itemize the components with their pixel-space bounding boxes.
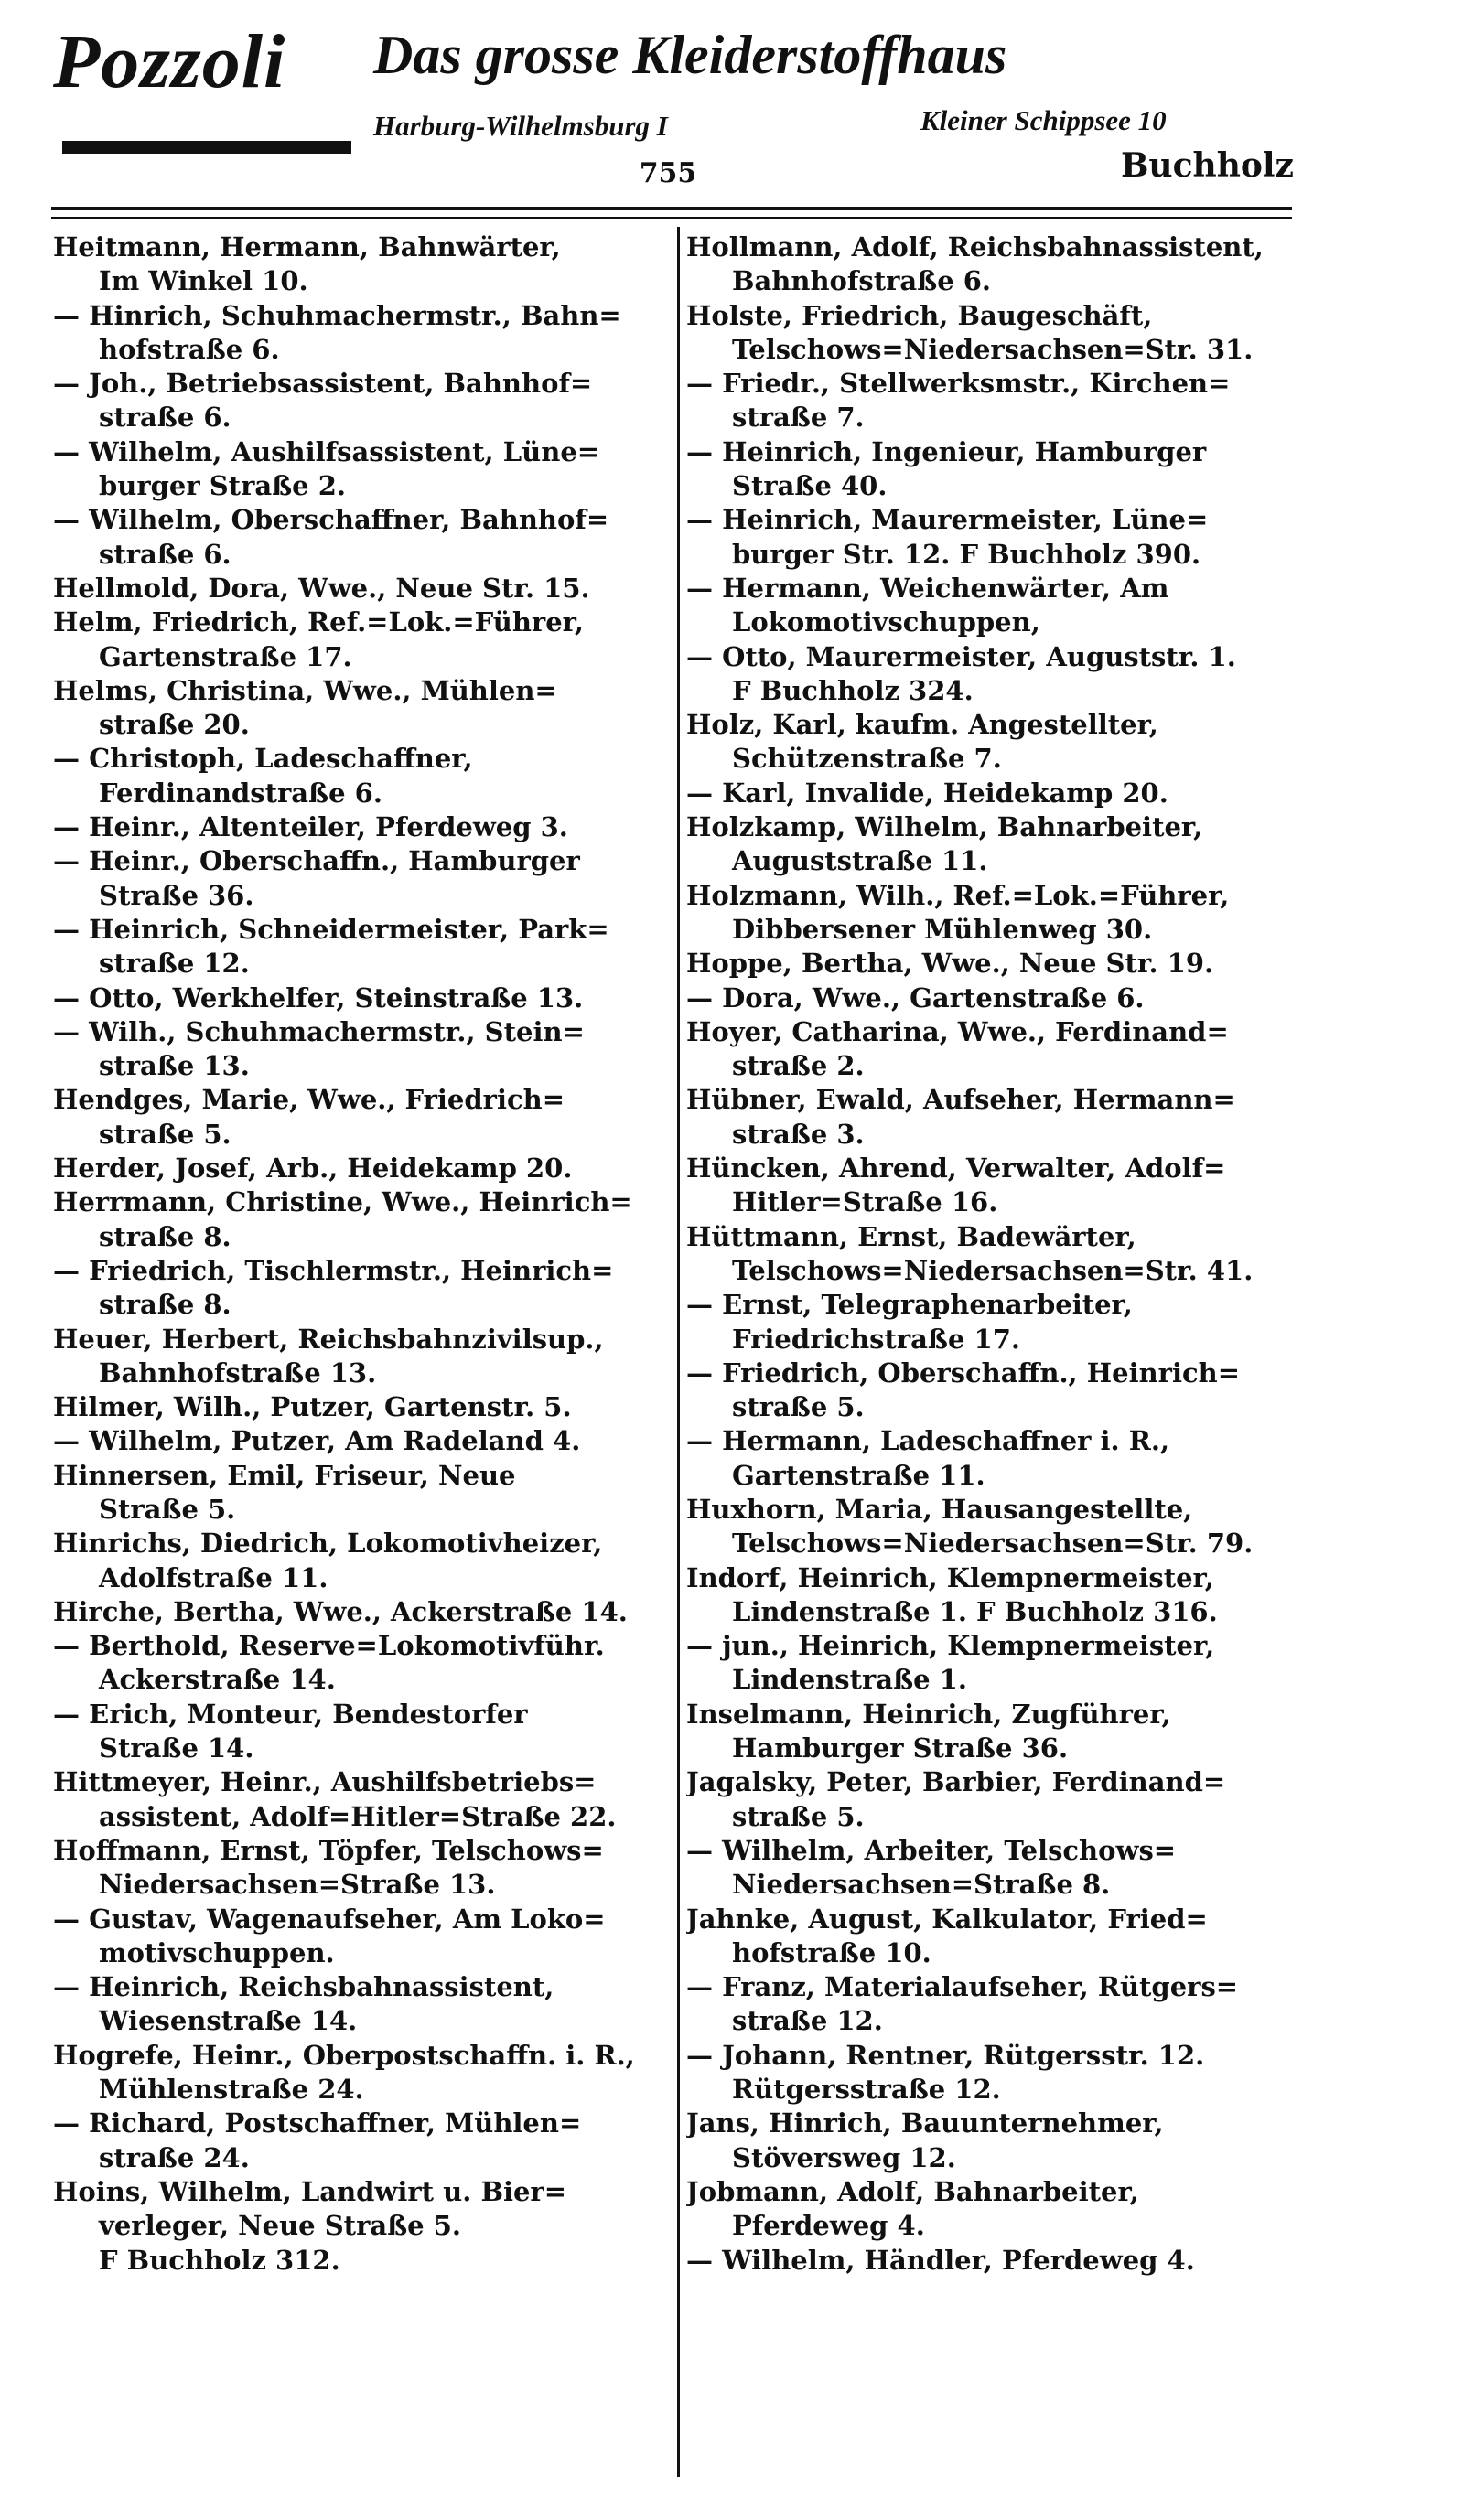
entry-name-line: Herder, Josef, Arb., Heidekamp 20.: [53, 1153, 573, 1185]
running-head-place: Buchholz: [1121, 146, 1294, 185]
entry-name-line: Hüttmann, Ernst, Badewärter,: [686, 1220, 1136, 1252]
directory-entry: [53, 1254, 657, 1323]
directory-entry: [686, 1015, 1290, 1084]
directory-entry: [53, 674, 657, 743]
directory-entry: [686, 810, 1290, 879]
directory-entry: [53, 1834, 657, 1903]
directory-entry: [686, 1903, 1290, 1971]
entry-name-line: — Heinr., Oberschaffn., Hamburger: [53, 845, 580, 877]
entry-name-line: — Richard, Postschaffner, Mühlen=: [53, 2107, 582, 2139]
directory-entry: [686, 640, 1290, 709]
advertisement-banner: [53, 19, 1297, 161]
entry-continuation-line: straße 3.: [732, 1118, 865, 1150]
entry-name-line: — Franz, Materialaufseher, Rütgers=: [686, 1971, 1239, 2003]
entry-name-line: Hollmann, Adolf, Reichsbahnassistent,: [686, 231, 1264, 263]
directory-entry: [686, 1629, 1290, 1698]
directory-entry: [53, 2039, 657, 2107]
entry-continuation-line: Gartenstraße 17.: [99, 640, 352, 672]
entry-name-line: — Wilhelm, Oberschaffner, Bahnhof=: [53, 504, 609, 536]
entry-continuation-line: straße 5.: [99, 1118, 231, 1150]
entry-name-line: Holzmann, Wilh., Ref.=Lok.=Führer,: [686, 879, 1230, 911]
entry-name-line: Hellmold, Dora, Wwe., Neue Str. 15.: [53, 572, 590, 604]
entry-continuation-line: motivschuppen.: [99, 1936, 335, 1968]
entry-name-line: — Dora, Wwe., Gartenstraße 6.: [686, 981, 1145, 1013]
entry-name-line: Heuer, Herbert, Reichsbahnzivilsup.,: [53, 1323, 604, 1355]
directory-entry: [686, 2175, 1290, 2244]
directory-entry: [686, 2039, 1290, 2107]
entry-name-line: Jahnke, August, Kalkulator, Fried=: [686, 1903, 1208, 1935]
entry-name-line: — Heinrich, Maurermeister, Lüne=: [686, 504, 1209, 536]
directory-entry: [686, 1698, 1290, 1766]
entry-name-line: — Berthold, Reserve=Lokomotivführ.: [53, 1630, 605, 1662]
brand-underline: [62, 141, 351, 154]
directory-entry: [53, 810, 657, 844]
entry-name-line: Heitmann, Hermann, Bahnwärter,: [53, 231, 561, 263]
entry-name-line: Hoppe, Bertha, Wwe., Neue Str. 19.: [686, 948, 1214, 980]
entry-continuation-line: straße 12.: [99, 948, 250, 980]
directory-entry: [53, 981, 657, 1015]
directory-entry: [686, 231, 1290, 299]
directory-entry: [686, 1493, 1290, 1561]
directory-entry: [686, 947, 1290, 981]
directory-entry: [53, 367, 657, 435]
directory-entry: [686, 777, 1290, 810]
entry-name-line: — Otto, Werkhelfer, Steinstraße 13.: [53, 981, 584, 1013]
directory-entry: [53, 1629, 657, 1698]
directory-entry: [53, 503, 657, 572]
directory-entry: [686, 879, 1290, 948]
directory-entry: [53, 1459, 657, 1528]
header-rule: [51, 207, 1292, 210]
entry-name-line: — Wilhelm, Aushilfsassistent, Lüne=: [53, 435, 600, 467]
entry-name-line: — Erich, Monteur, Bendestorfer: [53, 1698, 528, 1730]
directory-entry: [686, 1357, 1290, 1425]
entry-continuation-line: Friedrichstraße 17.: [732, 1323, 1020, 1355]
entry-continuation-line: straße 12.: [732, 2005, 883, 2037]
entry-continuation-line: Telschows=Niedersachsen=Str. 79.: [732, 1528, 1254, 1560]
entry-name-line: Jobmann, Adolf, Bahnarbeiter,: [686, 2175, 1139, 2207]
entry-name-line: — Wilhelm, Händler, Pferdeweg 4.: [686, 2244, 1195, 2276]
directory-entry: [53, 1765, 657, 1834]
directory-entry: [53, 1970, 657, 2039]
entry-name-line: Hilmer, Wilh., Putzer, Gartenstr. 5.: [53, 1391, 572, 1423]
directory-entry: [53, 844, 657, 913]
entry-name-line: Hoyer, Catharina, Wwe., Ferdinand=: [686, 1015, 1229, 1047]
entry-name-line: Holz, Karl, kaufm. Angestellter,: [686, 709, 1158, 741]
entry-name-line: Hendges, Marie, Wwe., Friedrich=: [53, 1084, 565, 1116]
entry-name-line: Hirche, Bertha, Wwe., Ackerstraße 14.: [53, 1595, 628, 1627]
entry-continuation-line: Lindenstraße 1. F Buchholz 316.: [732, 1595, 1218, 1627]
entry-continuation-line: Straße 36.: [99, 879, 254, 911]
entry-name-line: Herrmann, Christine, Wwe., Heinrich=: [53, 1186, 632, 1218]
directory-entry: [686, 1834, 1290, 1903]
entry-continuation-line: Im Winkel 10.: [99, 265, 308, 297]
entry-name-line: — Heinrich, Ingenieur, Hamburger: [686, 435, 1207, 467]
directory-entry: [53, 2107, 657, 2175]
directory-entry: [53, 913, 657, 981]
entry-name-line: — Christoph, Ladeschaffner,: [53, 743, 473, 775]
entry-name-line: — Hinrich, Schuhmachermstr., Bahn=: [53, 299, 621, 331]
entry-name-line: Indorf, Heinrich, Klempnermeister,: [686, 1561, 1214, 1593]
entry-continuation-line: assistent, Adolf=Hitler=Straße 22.: [99, 1800, 617, 1832]
entry-continuation-line: Gartenstraße 11.: [732, 1459, 985, 1491]
entry-continuation-line: Rütgersstraße 12.: [732, 2074, 1001, 2106]
entry-name-line: — Heinrich, Reichsbahnassistent,: [53, 1971, 554, 2003]
entry-continuation-line: Adolfstraße 11.: [99, 1561, 328, 1593]
entry-name-line: — Joh., Betriebsassistent, Bahnhof=: [53, 368, 593, 400]
entry-continuation-line: straße 5.: [732, 1391, 865, 1423]
advert-slogan: Das grosse Kleiderstoffhaus: [373, 25, 1007, 85]
entry-continuation-line: straße 7.: [732, 402, 865, 434]
entry-continuation-line: Bahnhofstraße 13.: [99, 1357, 377, 1389]
entry-name-line: Hogrefe, Heinr., Oberpostschaffn. i. R.,: [53, 2039, 635, 2071]
directory-entry: [686, 2107, 1290, 2175]
entry-name-line: — Hermann, Weichenwärter, Am: [686, 572, 1169, 604]
entry-name-line: — Karl, Invalide, Heidekamp 20.: [686, 777, 1168, 809]
entry-name-line: Hinnersen, Emil, Friseur, Neue: [53, 1459, 516, 1491]
directory-entry: [53, 1903, 657, 1971]
entry-continuation-line: Telschows=Niedersachsen=Str. 41.: [732, 1254, 1254, 1286]
entry-continuation-line: Telschows=Niedersachsen=Str. 31.: [732, 333, 1254, 365]
entry-name-line: — Hermann, Ladeschaffner i. R.,: [686, 1425, 1170, 1457]
entry-continuation-line: straße 8.: [99, 1220, 231, 1252]
entry-continuation-line: Lindenstraße 1.: [732, 1664, 967, 1696]
entry-name-line: Hoffmann, Ernst, Töpfer, Telschows=: [53, 1834, 604, 1866]
entry-name-line: Holzkamp, Wilhelm, Bahnarbeiter,: [686, 811, 1203, 843]
directory-entry: [686, 367, 1290, 435]
entry-name-line: — Friedrich, Oberschaffn., Heinrich=: [686, 1357, 1241, 1389]
entry-name-line: Jagalsky, Peter, Barbier, Ferdinand=: [686, 1766, 1226, 1798]
entry-name-line: — Friedr., Stellwerksmstr., Kirchen=: [686, 368, 1231, 400]
directory-entry: [53, 231, 657, 299]
entry-continuation-line: Hitler=Straße 16.: [732, 1186, 998, 1218]
entry-continuation-line: straße 8.: [99, 1289, 231, 1321]
entry-name-line: Hübner, Ewald, Aufseher, Hermann=: [686, 1084, 1235, 1116]
directory-entry: [686, 503, 1290, 572]
directory-entry: [686, 572, 1290, 640]
entry-name-line: — Friedrich, Tischlermstr., Heinrich=: [53, 1254, 614, 1286]
directory-entry: [53, 572, 657, 606]
directory-entry: [53, 606, 657, 674]
entry-name-line: Hittmeyer, Heinr., Aushilfsbetriebs=: [53, 1766, 597, 1798]
directory-entry: [53, 1698, 657, 1766]
entry-continuation-line: Mühlenstraße 24.: [99, 2074, 364, 2106]
column-divider: [677, 227, 680, 2477]
entry-continuation-line: F Buchholz 324.: [732, 674, 974, 706]
directory-entry: [686, 1220, 1290, 1289]
entry-name-line: Hinrichs, Diedrich, Lokomotivheizer,: [53, 1528, 603, 1560]
directory-entry: [686, 1152, 1290, 1220]
directory-entry: [53, 1323, 657, 1391]
directory-entry: [686, 1765, 1290, 1834]
entry-continuation-line: Ackerstraße 14.: [99, 1664, 336, 1696]
entry-continuation-line: straße 5.: [732, 1800, 865, 1832]
advert-address-left: Harburg-Wilhelmsburg I: [373, 110, 668, 142]
directory-entry: [53, 1424, 657, 1458]
page-number: 755: [639, 157, 697, 189]
directory-entry: [53, 1083, 657, 1152]
directory-entry: [686, 708, 1290, 777]
directory-entry: [686, 1970, 1290, 2039]
directory-entry: [53, 299, 657, 368]
entry-continuation-line: straße 20.: [99, 709, 250, 741]
entry-continuation-line: verleger, Neue Straße 5.: [99, 2210, 461, 2242]
directory-entry: [53, 1527, 657, 1595]
directory-entry: [53, 2175, 657, 2278]
entry-name-line: — Ernst, Telegraphenarbeiter,: [686, 1289, 1133, 1321]
entry-continuation-line: burger Straße 2.: [99, 470, 347, 502]
entry-name-line: — Wilhelm, Arbeiter, Telschows=: [686, 1834, 1177, 1866]
directory-entry: [686, 1083, 1290, 1152]
entry-continuation-line: straße 2.: [732, 1050, 865, 1082]
entry-continuation-line: burger Str. 12. F Buchholz 390.: [732, 538, 1201, 570]
entry-continuation-line: Pferdeweg 4.: [732, 2210, 925, 2242]
directory-entry: [53, 742, 657, 810]
entry-continuation-line: hofstraße 6.: [99, 333, 280, 365]
directory-entry: [686, 435, 1290, 504]
directory-entry: [686, 2244, 1290, 2278]
directory-entry: [686, 981, 1290, 1015]
entry-name-line: — Wilh., Schuhmachermstr., Stein=: [53, 1015, 585, 1047]
entry-name-line: Hüncken, Ahrend, Verwalter, Adolf=: [686, 1153, 1226, 1185]
entry-continuation-line: Straße 5.: [99, 1493, 236, 1525]
entry-continuation-line: straße 24.: [99, 2141, 250, 2173]
directory-entry: [53, 1185, 657, 1254]
entry-continuation-line: straße 6.: [99, 402, 231, 434]
entry-name-line: — Heinrich, Schneidermeister, Park=: [53, 913, 609, 945]
entry-name-line: — jun., Heinrich, Klempnermeister,: [686, 1630, 1215, 1662]
directory-entry: [686, 299, 1290, 368]
entry-name-line: Jans, Hinrich, Bauunternehmer,: [686, 2107, 1164, 2139]
entry-continuation-line: Hamburger Straße 36.: [732, 1732, 1069, 1764]
entry-name-line: — Wilhelm, Putzer, Am Radeland 4.: [53, 1425, 581, 1457]
entry-continuation-line: Dibbersener Mühlenweg 30.: [732, 913, 1153, 945]
brand-name: Pozzoli: [53, 19, 286, 104]
entry-name-line: Hoins, Wilhelm, Landwirt u. Bier=: [53, 2175, 567, 2207]
entry-name-line: — Otto, Maurermeister, Auguststr. 1.: [686, 640, 1236, 672]
directory-entry: [53, 1152, 657, 1185]
entry-name-line: — Heinr., Altenteiler, Pferdeweg 3.: [53, 811, 568, 843]
directory-entry: [53, 435, 657, 504]
entry-continuation-line: Straße 40.: [732, 470, 888, 502]
entry-name-line: — Gustav, Wagenaufseher, Am Loko=: [53, 1903, 606, 1935]
directory-entry: [53, 1015, 657, 1084]
directory-entry: [686, 1288, 1290, 1357]
entry-name-line: Inselmann, Heinrich, Zugführer,: [686, 1698, 1171, 1730]
entry-continuation-line: Bahnhofstraße 6.: [732, 265, 992, 297]
header-rule-thin: [51, 217, 1292, 219]
entry-continuation-line: hofstraße 10.: [732, 1936, 931, 1968]
entry-continuation-line: Auguststraße 11.: [732, 845, 988, 877]
directory-entry: [53, 1595, 657, 1629]
entry-continuation-line: Niedersachsen=Straße 13.: [99, 1869, 496, 1901]
entry-name-line: — Johann, Rentner, Rütgersstr. 12.: [686, 2039, 1205, 2071]
entry-continuation-line: Niedersachsen=Straße 8.: [732, 1869, 1111, 1901]
entry-continuation-line: Ferdinandstraße 6.: [99, 777, 382, 809]
entry-continuation-line: Straße 14.: [99, 1732, 254, 1764]
entry-continuation-line: Lokomotivschuppen,: [732, 606, 1040, 638]
entry-continuation-line: straße 6.: [99, 538, 231, 570]
directory-entry: [686, 1561, 1290, 1630]
entry-continuation-line: Schützenstraße 7.: [732, 743, 1002, 775]
advert-address-right: Kleiner Schippsee 10: [920, 104, 1167, 136]
entry-continuation-line: Wiesenstraße 14.: [99, 2005, 358, 2037]
entry-name-line: Helm, Friedrich, Ref.=Lok.=Führer,: [53, 606, 584, 638]
entry-name-line: Huxhorn, Maria, Hausangestellte,: [686, 1493, 1193, 1525]
entry-name-line: Helms, Christina, Wwe., Mühlen=: [53, 674, 557, 706]
right-column: [686, 231, 1290, 2278]
entry-continuation-line: straße 13.: [99, 1050, 250, 1082]
entry-name-line: Holste, Friedrich, Baugeschäft,: [686, 299, 1153, 331]
left-column: [53, 231, 657, 2278]
entry-continuation-line: Stöversweg 12.: [732, 2141, 956, 2173]
entry-continuation-line: F Buchholz 312.: [99, 2244, 340, 2276]
directory-entry: [686, 1424, 1290, 1493]
directory-entry: [53, 1390, 657, 1424]
